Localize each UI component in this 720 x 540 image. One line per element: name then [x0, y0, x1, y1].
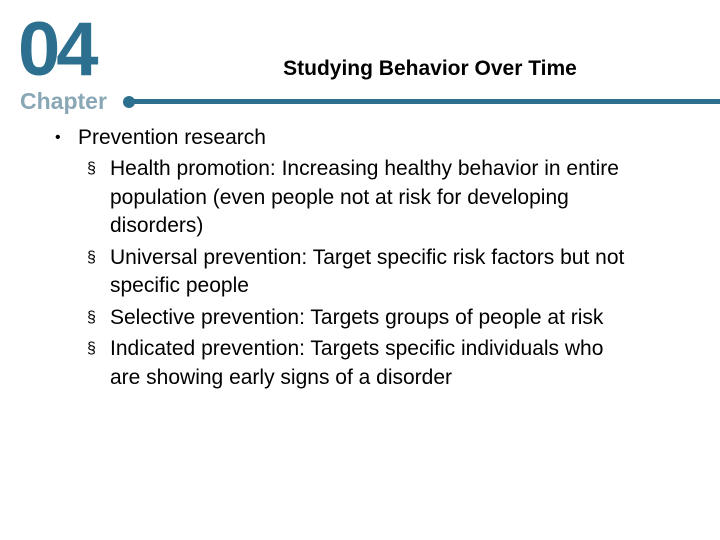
section-bullet-icon: §	[87, 248, 96, 266]
slide-title: Studying Behavior Over Time	[283, 57, 577, 80]
sub-bullet-list	[0, 155, 720, 392]
section-bullet-icon: §	[87, 340, 96, 357]
content-body	[0, 124, 720, 392]
round-bullet-icon: •	[55, 129, 61, 146]
section-bullet-icon: §	[87, 160, 96, 177]
sub-bullet-universal-prevention	[0, 244, 630, 301]
section-bullet-icon: §	[87, 308, 96, 326]
sub-bullet-indicated-prevention	[0, 335, 630, 392]
sub-bullet-health-promotion	[0, 155, 630, 241]
sub-bullet-selective-prevention	[0, 304, 630, 333]
chapter-number: 04	[18, 7, 95, 92]
sub-bullet-text: Universal prevention: Target specific risk factors but not specific people	[110, 245, 625, 297]
chapter-label: Chapter	[20, 88, 107, 114]
sub-bullet-text: Selective prevention: Targets groups of people at risk	[110, 305, 604, 329]
bullet-prevention-research	[0, 124, 720, 152]
divider-line	[130, 99, 720, 104]
sub-bullet-text: Health promotion: Increasing healthy behavior in entire population (even people not at risk for developing disorders)	[110, 157, 619, 237]
sub-bullet-text: Indicated prevention: Targets specific individuals who are showing early signs of a disorder	[110, 337, 604, 389]
bullet-text: Prevention research	[78, 126, 266, 149]
